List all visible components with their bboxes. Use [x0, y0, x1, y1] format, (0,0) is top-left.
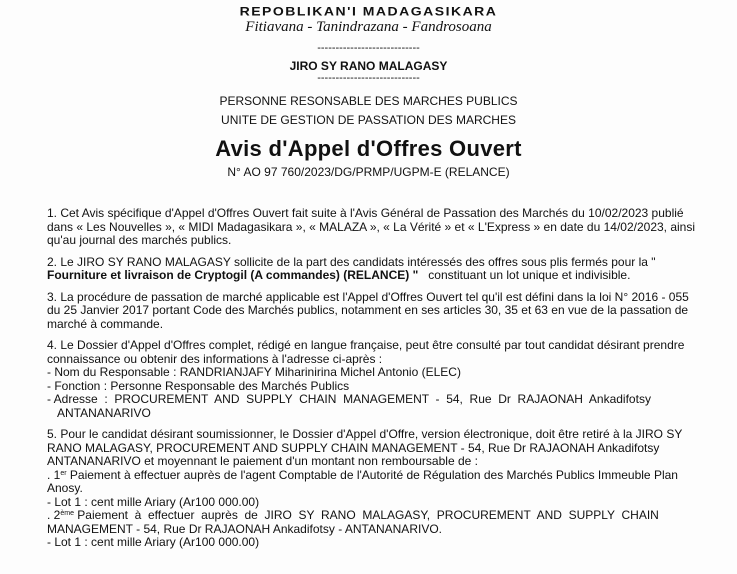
- tender-object-note: constituant un lot unique et indivisible.: [428, 268, 631, 282]
- payment-text: Paiement à effectuer auprès de JIRO SY RANO MALAGASY, PROCUREMENT AND SUPPLY CHAIN: [73, 508, 659, 522]
- page-title: Avis d'Appel d'Offres Ouvert: [215, 136, 522, 161]
- paragraph-2: [47, 256, 697, 283]
- responsible-function: - Fonction : Personne Responsable des Marchés Publics: [47, 378, 350, 393]
- lot-amount: - Lot 1 : cent mille Ariary (Ar100 000.00): [47, 535, 260, 549]
- paragraph-line: Anosy.: [47, 481, 83, 495]
- paragraph-4: [47, 339, 697, 420]
- responsible-name: - Nom du Responsable : RANDRIANJAFY Miharinirina Michel Antonio (ELEC): [47, 365, 461, 379]
- payment-2: [47, 509, 697, 523]
- paragraph-1: [47, 207, 697, 248]
- payment-1: [47, 469, 697, 483]
- separator-line: ----------------------------: [317, 42, 420, 54]
- republic-heading: REPOBLIKAN'I MADAGASIKARA: [239, 4, 498, 18]
- paragraph-line: marché à commande.: [47, 316, 164, 331]
- national-motto: Fitiavana - Tanindrazana - Fandrosoana: [245, 19, 492, 35]
- payment-text: Paiement à effectuer auprès de l'agent Comptable de l'Autorité de Régulation des Marchés Publics Immeuble Plan: [66, 467, 678, 482]
- organization-name: JIRO SY RANO MALAGASY: [289, 59, 448, 73]
- paragraph-line: 4. Le Dossier d'Appel d'Offres complet, rédigé en langue française, peut être consulté par tout candidat désirant prendre: [47, 338, 685, 352]
- tender-object: Fourniture et livraison de Cryptogil (A commandes) (RELANCE) ": [47, 268, 419, 282]
- paragraph-line: connaissance ou obtenir des informations à l'adresse ci-après :: [47, 351, 383, 366]
- ordinal-suffix: ème: [60, 510, 74, 517]
- prmp-heading: PERSONNE RESONSABLE DES MARCHES PUBLICS: [219, 94, 518, 108]
- notice-body: [47, 207, 697, 558]
- reference-number: N° AO 97 760/2023/DG/PRMP/UGPM-E (RELANCE): [227, 165, 510, 179]
- lot-amount: - Lot 1 : cent mille Ariary (Ar100 000.00): [47, 494, 260, 509]
- payment-number: . 2: [47, 508, 61, 522]
- paragraph-line: ANTANANARIVO et moyennant le paiement d'un montant non remboursable de :: [47, 454, 478, 468]
- paragraph-line: RANO MALAGASY, PROCUREMENT AND SUPPLY CHAIN MANAGEMENT - 54, Rue Dr RAJAONAH Ankadifotsy: [47, 440, 660, 455]
- paragraph-line: [47, 269, 697, 283]
- paragraph-line: qu'au journal des marchés publics.: [47, 233, 232, 247]
- paragraph-5: [47, 428, 697, 550]
- address-line: - Adresse : PROCUREMENT AND SUPPLY CHAIN MANAGEMENT - 54, Rue Dr RAJAONAH Ankadifotsy: [47, 392, 651, 406]
- ugpm-heading: UNITE DE GESTION DE PASSATION DES MARCHES: [221, 113, 516, 127]
- paragraph-line: dans « Les Nouvelles », « MIDI Madagasikara », « MALAZA », « La Vérité » et « L'Express » en date du 14/02/2023, ainsi: [47, 219, 696, 234]
- paragraph-line: 5. Pour le candidat désirant soumissionner, le Dossier d'Appel d'Offre, version électronique, doit être retiré à la JIRO SY: [47, 427, 683, 441]
- ordinal-suffix: er: [60, 469, 67, 477]
- paragraph-3: [47, 291, 697, 332]
- address-city: ANTANANARIVO: [57, 405, 151, 420]
- paragraph-line: 1. Cet Avis spécifique d'Appel d'Offres Ouvert fait suite à l'Avis Général de Passation des Marchés du 10/02/2023 publié: [47, 206, 684, 220]
- paragraph-line: 2. Le JIRO SY RANO MALAGASY sollicite de la part des candidats intéressés des offres sous plis fermés pour la ": [47, 254, 656, 269]
- separator-line: ----------------------------: [317, 72, 420, 84]
- payment-number: . 1: [47, 467, 61, 482]
- paragraph-line: du 25 Janvier 2017 portant Code des Marchés publics, notamment en ses articles 30, 35 et 63 en vue de la passation de: [47, 303, 689, 317]
- paragraph-line: MANAGEMENT - 54, Rue Dr RAJAONAH Ankadifotsy - ANTANANARIVO.: [47, 521, 442, 536]
- paragraph-line: 3. La procédure de passation de marché applicable est l'Appel d'Offres Ouvert tel qu'il est défini dans la loi N° 2016 - 055: [47, 289, 689, 304]
